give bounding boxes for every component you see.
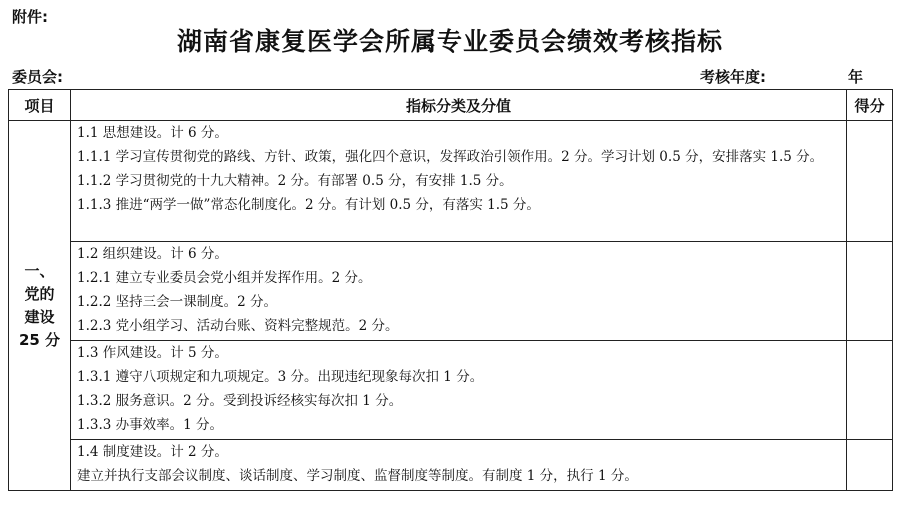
table-row [9, 341, 893, 440]
committee-label: 委员会: [12, 68, 63, 86]
section-line: 建立并执行支部会议制度、谈话制度、学习制度、监督制度等制度。有制度 1 分，执行 1 分。 [77, 468, 638, 484]
category-name-line2: 建设 [24, 307, 55, 326]
section-line: 1.2 组织建设。计 6 分。 [77, 246, 228, 262]
category-points: 25 分 [18, 330, 61, 349]
score-cell[interactable] [847, 242, 893, 341]
attachment-label: 附件: [12, 8, 48, 26]
section-line: 1.1.2 学习贯彻党的十九大精神。2 分。有部署 0.5 分，有安排 1.5 分。 [77, 173, 513, 189]
section-line: 1.3.3 办事效率。1 分。 [77, 417, 224, 433]
assessment-year-label: 考核年度: [700, 68, 766, 86]
category-number: 一、 [24, 261, 55, 280]
header-indicators: 指标分类及分值 [71, 90, 847, 121]
section-line: 1.3.1 遵守八项规定和九项规定。3 分。出现违纪现象每次扣 1 分。 [77, 369, 484, 385]
category-cell [9, 121, 71, 491]
section-line: 1.2.1 建立专业委员会党小组并发挥作用。2 分。 [77, 270, 372, 286]
section-line: 1.4 制度建设。计 2 分。 [77, 444, 228, 460]
section-cell [71, 341, 847, 440]
section-line: 1.1 思想建设。计 6 分。 [77, 125, 228, 141]
score-cell[interactable] [847, 341, 893, 440]
table-header-row [9, 90, 893, 121]
section-line: 1.1.1 学习宣传贯彻党的路线、方针、政策，强化四个意识，发挥政治引领作用。2 分。学习计划 0.5 分，安排落实 1.5 分。 [77, 149, 824, 165]
header-item: 项目 [9, 90, 71, 121]
table-row [9, 242, 893, 341]
table-row [9, 121, 893, 242]
score-cell[interactable] [847, 121, 893, 242]
section-line: 1.2.3 党小组学习、活动台账、资料完整规范。2 分。 [77, 318, 399, 334]
assessment-table [8, 89, 893, 491]
document-title: 湖南省康复医学会所属专业委员会绩效考核指标 [176, 27, 723, 56]
section-cell [71, 121, 847, 242]
section-line: 1.3 作风建设。计 5 分。 [77, 345, 228, 361]
section-cell [71, 440, 847, 491]
section-line: 1.1.3 推进“两学一做”常态化制度化。2 分。有计划 0.5 分，有落实 1.5 分。 [77, 197, 540, 213]
section-line: 1.3.2 服务意识。2 分。受到投诉经核实每次扣 1 分。 [77, 393, 403, 409]
year-unit: 年 [848, 68, 864, 86]
header-score: 得分 [847, 90, 893, 121]
section-line: 1.2.2 坚持三会一课制度。2 分。 [77, 294, 278, 310]
table-row [9, 440, 893, 491]
score-cell[interactable] [847, 440, 893, 491]
section-cell [71, 242, 847, 341]
category-name-line1: 党的 [24, 284, 55, 303]
